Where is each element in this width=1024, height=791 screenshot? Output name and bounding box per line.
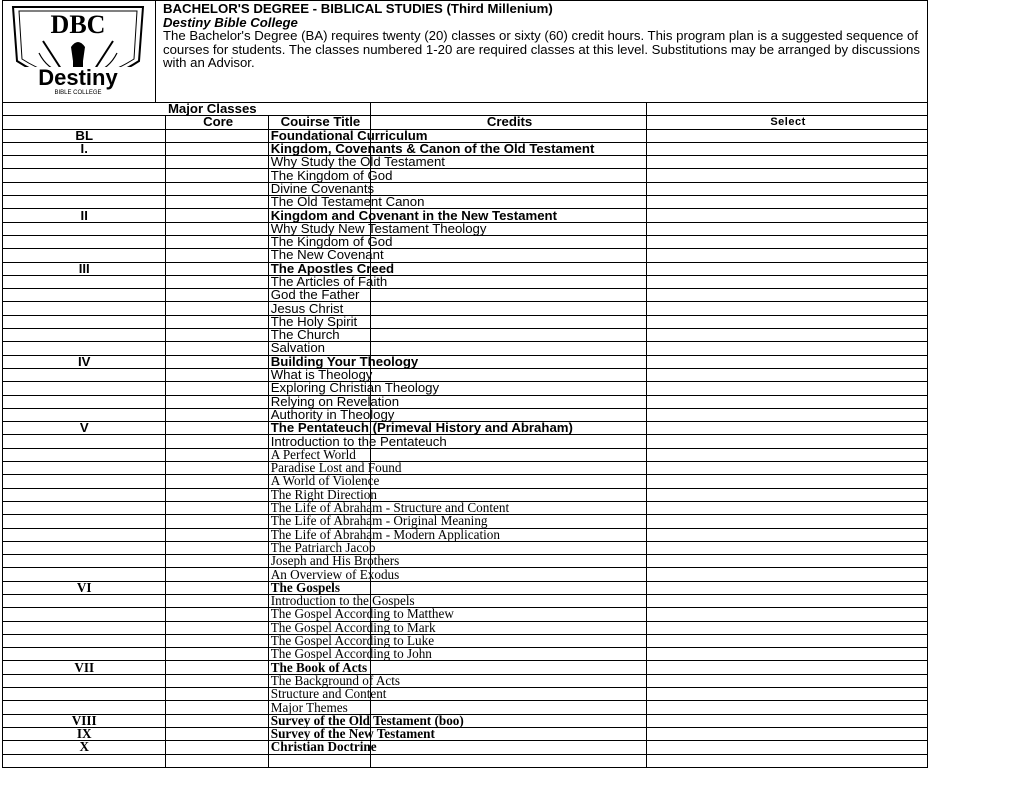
row-number [3, 329, 166, 342]
select-cell[interactable] [647, 621, 928, 634]
core-cell [166, 462, 268, 475]
course-title: The Old Testament Canon [268, 196, 370, 209]
course-title: The Book of Acts [268, 661, 370, 674]
shield-logo-icon [3, 1, 153, 101]
core-cell [166, 262, 268, 275]
credits-cell [371, 541, 647, 554]
credits-cell [371, 661, 647, 674]
table-row [3, 475, 928, 488]
select-cell[interactable] [647, 315, 928, 328]
core-cell [166, 329, 268, 342]
select-cell[interactable] [647, 342, 928, 355]
core-cell [166, 594, 268, 607]
row-number: V [3, 422, 166, 435]
course-title: The Gospels [268, 581, 370, 594]
core-cell [166, 488, 268, 501]
select-cell[interactable] [647, 355, 928, 368]
select-cell[interactable] [647, 142, 928, 155]
select-cell[interactable] [647, 501, 928, 514]
row-number [3, 515, 166, 528]
core-cell [166, 648, 268, 661]
credits-cell [371, 169, 647, 182]
header-text [163, 2, 923, 70]
table-row [3, 541, 928, 554]
core-cell [166, 581, 268, 594]
course-title: Structure and Content [268, 688, 370, 701]
select-cell[interactable] [647, 368, 928, 381]
course-plan-sheet [2, 0, 928, 768]
course-title: The Gospel According to John [268, 648, 370, 661]
table-row [3, 235, 928, 248]
row-number [3, 169, 166, 182]
core-cell [166, 182, 268, 195]
course-title: Building Your Theology [268, 355, 370, 368]
credits-cell [371, 302, 647, 315]
course-title: Paradise Lost and Found [268, 462, 370, 475]
core-cell [166, 196, 268, 209]
course-title: Exploring Christian Theology [268, 382, 370, 395]
course-title: The Kingdom of God [268, 169, 370, 182]
core-cell [166, 688, 268, 701]
course-title: The Articles of Faith [268, 275, 370, 288]
program-description: The Bachelor's Degree (BA) requires twenty (20) classes or sixty (60) credit hours. This program plan is a suggested sequence of courses for students. The classes numbered 1-20 are required classes at this level. Substitutions may be arranged by discussions with an Advisor. [163, 28, 920, 71]
select-cell[interactable] [647, 727, 928, 740]
select-cell[interactable] [647, 222, 928, 235]
select-cell[interactable] [647, 701, 928, 714]
table-row [3, 714, 928, 727]
credits-cell [371, 674, 647, 687]
core-cell [166, 621, 268, 634]
row-number [3, 222, 166, 235]
row-number: VIII [3, 714, 166, 727]
course-title: The Patriarch Jacob [268, 541, 370, 554]
course-title: Salvation [268, 342, 370, 355]
row-number: X [3, 741, 166, 754]
row-number [3, 648, 166, 661]
core-cell [166, 515, 268, 528]
table-row [3, 568, 928, 581]
course-title: Divine Covenants [268, 182, 370, 195]
table-row [3, 528, 928, 541]
course-title: The Right Direction [268, 488, 370, 501]
row-number [3, 462, 166, 475]
core-cell [166, 475, 268, 488]
credits-cell [371, 555, 647, 568]
core-cell [166, 701, 268, 714]
course-title: A World of Violence [268, 475, 370, 488]
core-cell [166, 727, 268, 740]
select-cell[interactable] [647, 289, 928, 302]
course-title: The Life of Abraham - Modern Application [268, 528, 370, 541]
row-number [3, 156, 166, 169]
table-row [3, 395, 928, 408]
core-cell [166, 302, 268, 315]
course-title: An Overview of Exodus [268, 568, 370, 581]
select-cell[interactable] [647, 462, 928, 475]
credits-cell [371, 754, 647, 767]
row-number: II [3, 209, 166, 222]
table-row [3, 182, 928, 195]
course-title: Why Study New Testament Theology [268, 222, 370, 235]
table-row [3, 342, 928, 355]
select-cell[interactable] [647, 754, 928, 767]
select-cell[interactable] [647, 382, 928, 395]
course-title: The Life of Abraham - Original Meaning [268, 515, 370, 528]
core-cell [166, 634, 268, 647]
credits-cell [371, 688, 647, 701]
core-cell [166, 275, 268, 288]
row-number: BL [3, 129, 166, 142]
row-number [3, 302, 166, 315]
course-table [2, 102, 928, 768]
row-number [3, 289, 166, 302]
row-number [3, 754, 166, 767]
core-cell [166, 501, 268, 514]
table-row [3, 315, 928, 328]
select-cell[interactable] [647, 568, 928, 581]
row-number [3, 594, 166, 607]
course-title: Foundational Curriculum [268, 129, 370, 142]
table-row [3, 555, 928, 568]
table-row [3, 142, 928, 155]
row-number [3, 634, 166, 647]
course-title: The New Covenant [268, 249, 370, 262]
credits-cell [371, 448, 647, 461]
course-title: The Background of Acts [268, 674, 370, 687]
course-title: Relying on Revelation [268, 395, 370, 408]
select-cell[interactable] [647, 156, 928, 169]
course-title: Introduction to the Gospels [268, 594, 370, 607]
table-row [3, 462, 928, 475]
row-number: IX [3, 727, 166, 740]
col-header-select: Select [647, 116, 928, 129]
table-row [3, 515, 928, 528]
credits-cell [371, 249, 647, 262]
table-row [3, 448, 928, 461]
table-row [3, 289, 928, 302]
course-title: Kingdom, Covenants & Canon of the Old Testament [268, 142, 370, 155]
table-row [3, 594, 928, 607]
row-number [3, 501, 166, 514]
table-row [3, 222, 928, 235]
course-title: Jesus Christ [268, 302, 370, 315]
course-title: The Life of Abraham - Structure and Content [268, 501, 370, 514]
select-cell[interactable] [647, 714, 928, 727]
select-cell[interactable] [647, 475, 928, 488]
select-cell[interactable] [647, 262, 928, 275]
course-title: Kingdom and Covenant in the New Testament [268, 209, 370, 222]
credits-cell [371, 568, 647, 581]
table-row [3, 196, 928, 209]
core-cell [166, 209, 268, 222]
table-row [3, 634, 928, 647]
row-number [3, 674, 166, 687]
row-number [3, 395, 166, 408]
course-title: Survey of the New Testament [268, 727, 370, 740]
college-logo [3, 1, 156, 102]
select-cell[interactable] [647, 196, 928, 209]
core-cell [166, 528, 268, 541]
core-cell [166, 355, 268, 368]
table-row [3, 368, 928, 381]
logo-initials: DBC [50, 10, 106, 39]
select-cell[interactable] [647, 741, 928, 754]
core-cell [166, 661, 268, 674]
document-header [2, 0, 928, 102]
logo-name: Destiny [38, 65, 118, 90]
course-title: Survey of the Old Testament (boo) [268, 714, 370, 727]
select-cell[interactable] [647, 422, 928, 435]
select-cell[interactable] [647, 555, 928, 568]
row-number [3, 555, 166, 568]
course-title: The Gospel According to Mark [268, 621, 370, 634]
table-row [3, 156, 928, 169]
table-row [3, 648, 928, 661]
core-cell [166, 422, 268, 435]
row-number [3, 382, 166, 395]
table-row [3, 355, 928, 368]
core-cell [166, 608, 268, 621]
select-cell[interactable] [647, 182, 928, 195]
core-cell [166, 435, 268, 448]
row-number: IV [3, 355, 166, 368]
select-cell[interactable] [647, 129, 928, 142]
row-number [3, 235, 166, 248]
course-title: Major Themes [268, 701, 370, 714]
core-cell [166, 741, 268, 754]
row-number [3, 435, 166, 448]
row-number [3, 182, 166, 195]
core-cell [166, 555, 268, 568]
course-title: The Gospel According to Matthew [268, 608, 370, 621]
row-number [3, 528, 166, 541]
table-row [3, 621, 928, 634]
core-cell [166, 289, 268, 302]
row-number: III [3, 262, 166, 275]
select-cell[interactable] [647, 488, 928, 501]
credits-cell [371, 235, 647, 248]
select-cell[interactable] [647, 395, 928, 408]
core-cell [166, 156, 268, 169]
select-cell[interactable] [647, 634, 928, 647]
course-title: The Holy Spirit [268, 315, 370, 328]
select-cell[interactable] [647, 608, 928, 621]
select-cell[interactable] [647, 169, 928, 182]
row-number [3, 608, 166, 621]
credits-cell [371, 262, 647, 275]
select-cell[interactable] [647, 581, 928, 594]
course-title: The Gospel According to Luke [268, 634, 370, 647]
row-number: VI [3, 581, 166, 594]
row-number [3, 475, 166, 488]
section-header-row [3, 103, 928, 116]
row-number [3, 315, 166, 328]
select-cell[interactable] [647, 648, 928, 661]
table-row [3, 608, 928, 621]
credits-cell [371, 462, 647, 475]
core-cell [166, 142, 268, 155]
table-row [3, 262, 928, 275]
section-label: Major Classes [166, 103, 371, 116]
table-row [3, 581, 928, 594]
table-row [3, 435, 928, 448]
core-cell [166, 368, 268, 381]
core-cell [166, 754, 268, 767]
course-title: God the Father [268, 289, 370, 302]
row-number [3, 275, 166, 288]
table-row [3, 249, 928, 262]
table-row [3, 701, 928, 714]
core-cell [166, 395, 268, 408]
row-number [3, 688, 166, 701]
col-header-core: Core [166, 116, 268, 129]
select-cell[interactable] [647, 302, 928, 315]
row-number [3, 448, 166, 461]
credits-cell [371, 289, 647, 302]
course-title: Joseph and His Brothers [268, 555, 370, 568]
credits-cell [371, 475, 647, 488]
table-row [3, 727, 928, 740]
table-row [3, 275, 928, 288]
table-row [3, 688, 928, 701]
row-number [3, 368, 166, 381]
core-cell [166, 249, 268, 262]
core-cell [166, 568, 268, 581]
credits-cell [371, 315, 647, 328]
select-cell[interactable] [647, 435, 928, 448]
select-cell[interactable] [647, 528, 928, 541]
credits-cell [371, 329, 647, 342]
select-cell[interactable] [647, 249, 928, 262]
core-cell [166, 235, 268, 248]
table-row [3, 754, 928, 767]
credits-cell [371, 275, 647, 288]
core-cell [166, 408, 268, 421]
row-number [3, 621, 166, 634]
table-row [3, 382, 928, 395]
document-title: BACHELOR'S DEGREE - BIBLICAL STUDIES (Third Millenium) [163, 1, 553, 16]
table-row [3, 422, 928, 435]
select-cell[interactable] [647, 275, 928, 288]
core-cell [166, 222, 268, 235]
course-title: The Church [268, 329, 370, 342]
core-cell [166, 342, 268, 355]
select-cell[interactable] [647, 329, 928, 342]
select-cell[interactable] [647, 235, 928, 248]
course-title: Christian Doctrine [268, 741, 370, 754]
select-cell[interactable] [647, 661, 928, 674]
select-cell[interactable] [647, 541, 928, 554]
table-row [3, 741, 928, 754]
table-row [3, 302, 928, 315]
core-cell [166, 541, 268, 554]
course-title: A Perfect World [268, 448, 370, 461]
core-cell [166, 382, 268, 395]
select-cell[interactable] [647, 688, 928, 701]
select-cell[interactable] [647, 209, 928, 222]
course-title: Introduction to the Pentateuch [268, 435, 370, 448]
column-header-row [3, 116, 928, 129]
credits-cell [371, 395, 647, 408]
college-name: Destiny Bible College [163, 14, 298, 30]
select-cell[interactable] [647, 408, 928, 421]
logo-tagline: BIBLE COLLEGE [54, 90, 102, 96]
course-title: Why Study the Old Testament [268, 156, 370, 169]
row-number [3, 488, 166, 501]
core-cell [166, 714, 268, 727]
core-cell [166, 129, 268, 142]
col-header-title: Couirse Title [268, 116, 370, 129]
row-number [3, 541, 166, 554]
col-header-credits: Credits [371, 116, 647, 129]
course-title: The Pentateuch (Primeval History and Abraham) [268, 422, 370, 435]
credits-cell [371, 741, 647, 754]
select-cell[interactable] [647, 515, 928, 528]
table-row [3, 661, 928, 674]
core-cell [166, 315, 268, 328]
course-title: What is Theology [268, 368, 370, 381]
course-title: The Apostles Creed [268, 262, 370, 275]
core-cell [166, 448, 268, 461]
table-row [3, 674, 928, 687]
row-number: I. [3, 142, 166, 155]
core-cell [166, 674, 268, 687]
course-title [268, 754, 370, 767]
select-cell[interactable] [647, 594, 928, 607]
row-number: VII [3, 661, 166, 674]
course-title: Authority in Theology [268, 408, 370, 421]
course-title: The Kingdom of God [268, 235, 370, 248]
select-cell[interactable] [647, 674, 928, 687]
table-row [3, 169, 928, 182]
core-cell [166, 169, 268, 182]
table-row [3, 329, 928, 342]
select-cell[interactable] [647, 448, 928, 461]
row-number [3, 196, 166, 209]
